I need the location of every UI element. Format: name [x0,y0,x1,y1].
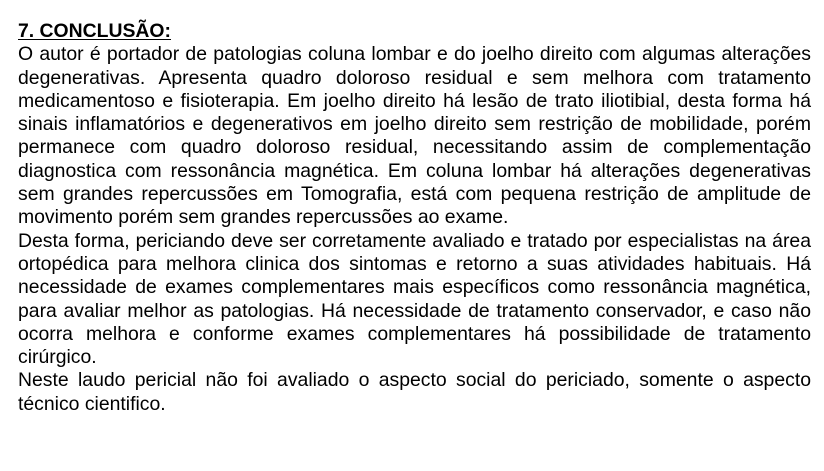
document-page [18,20,811,416]
paragraph-scope-note: Neste laudo pericial não foi avaliado o aspecto social do periciado, somente o aspecto técnico cientifico. [18,369,811,415]
paragraph-recommendation: Desta forma, periciando deve ser corretamente avaliado e tratado por especialistas na área ortopédica para melhora clinica dos sintomas e retorno a suas atividades habituais. Há necessidade de exames complementares mais específicos como ressonância magnética, para avaliar melhor as patologias. Há necessidade de tratamento conservador, e caso não ocorra melhora e conforme exames complementares há possibilidade de tratamento cirúrgico. [18,229,811,369]
paragraph-diagnosis: O autor é portador de patologias coluna lombar e do joelho direito com algumas alterações degenerativas. Apresenta quadro doloroso residual e sem melhora com tratamento medicamentoso e fisioterapia. Em joelho direito há lesão de trato iliotibial, desta forma há sinais inflamatórios e degenerativos em joelho direito sem restrição de mobilidade, porém permanece com quadro doloroso residual, necessitando assim de complementação diagnostica com ressonância magnética. Em coluna lombar há alterações degenerativas sem grandes repercussões em Tomografia, está com pequena restrição de amplitude de movimento porém sem grandes repercussões ao exame. [18,43,811,229]
section-heading: 7. CONCLUSÃO: [18,20,171,42]
